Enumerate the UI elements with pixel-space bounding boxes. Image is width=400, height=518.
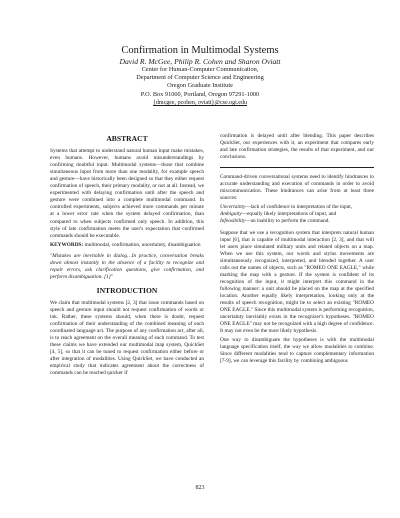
left-column	[50, 133, 204, 379]
paragraph-2: Command-driven conversational systems need to identify hindrances to accurate understanding and execution of commands in order to avoid miscommunication. These hindrances can arise from at least three sources:	[220, 174, 374, 202]
epigraph-quote: "Mistakes are inevitable in dialog…In practice, conversation breaks down almost instantly in the absence of a facility to recognize and repair errors, ask clarification questions, give confirmation, and perform disambiguation. [1]"	[50, 252, 204, 280]
paper-header	[0, 45, 400, 107]
authors: David R. McGee, Philip R. Cohen and Sharon Oviatt	[119, 57, 281, 66]
abstract-heading: ABSTRACT	[106, 134, 148, 143]
keywords	[50, 242, 204, 249]
hindrance-list	[220, 204, 374, 225]
paragraph-4: One way to disambiguate the hypotheses is with the multimodal language specification itself, the way we allow modalities to combine. Since different modalities tend to capture complementary information [7-9], we can leverage this facility by combining ambiguous	[220, 337, 374, 365]
paragraph-1: confirmation is delayed until after blending. This paper describes QuickSet, our experiences with it, an experiment that compares early and late confirmation strategies, the results of that experiment, and our conclusions.	[220, 133, 374, 161]
affiliation-2: Department of Computer Science and Engineering	[136, 74, 264, 82]
introduction-heading: INTRODUCTION	[96, 285, 158, 295]
paper-title: Confirmation in Multimodal Systems	[121, 45, 279, 56]
paragraph-3: Suppose that we use a recognition system that interprets natural human input [6], that is capable of multimodal interaction [2, 3], and that will let users place simulated military units and related objects on a map. When we use this system, our words and stylus movements are simultaneously recognized, interpreted, and blended together. A user calls out the names of objects, such as "ROMEO ONE EAGLE," while marking the map with a gesture. If the system is confident of its recognition of the input, it might interpret this command in the following manner: a unit should be placed on the map at the specified location. Another equally likely interpretation, looking only at the results of speech recognition, might be to select an existing "ROMEO ONE EAGLE." Since this multimodal system is performing recognition, uncertainty inevitably exists in the recognizer's hypotheses. "ROMEO ONE EAGLE" may not be recognized with a high degree of confidence. It may not even be the most likely hypothesis.	[220, 229, 374, 335]
abstract-text: Systems that attempt to understand natural human input make mistakes, even humans. However, humans avoid misunderstandings by confirming doubtful input. Multimodal systems—those that combine simultaneous input from more than one modality, for example speech and gesture—have historically been designed so that they either request confirmation of speech, their primary modality, or not at all. Instead, we experimented with delaying confirmation until after the speech and gesture were combined into a complete multimodal command. In controlled experiments, subjects achieved more commands per minute at a lower error rate when the system delayed confirmation, than compared to when subjects confirmed only speech. In addition, this style of late confirmation meets the user's expectation that confirmed commands should be executable.	[50, 148, 204, 239]
introduction-text: We claim that multimodal systems [2, 3] that issue commands based on speech and gesture input should not request confirmation of words or ink. Rather, these systems should, when there is doubt, request confirmation of their understanding of the combined meaning of each coordinated language act. The purpose of any confirmation act, after all, is to reach agreement on the overall meaning of each command. To test these claims we have extended our multimodal map system, QuickSet [4, 5], so that it can be tuned to request confirmation either before or after integration of modalities. Using QuickSet, we have conducted an empirical study that indicates agreement about the correctness of commands can be reached quicker if	[50, 299, 204, 377]
list-item: Infeasibility—an inability to perform the command.	[220, 218, 330, 225]
email[interactable]: {dmcgee, pcohen, oviatt}@cse.ogi.edu	[153, 99, 247, 106]
affiliation-1: Center for Human-Computer Communication,	[141, 66, 259, 73]
keywords-text: multimodal, confirmation, uncertainty, disambiguation	[84, 241, 201, 248]
right-column	[220, 133, 374, 367]
page-number: 823	[195, 485, 205, 491]
keywords-label: KEYWORDS:	[50, 241, 84, 248]
list-item: Uncertainty—lack of confidence in interpretation of the input,	[220, 204, 353, 211]
affiliation-3: Oregon Graduate Institute	[167, 82, 233, 90]
list-item: Ambiguity—equally likely interpretations of input, and	[220, 211, 337, 218]
section-rule	[220, 167, 374, 168]
address: P.O. Box 91000, Portland, Oregon 97291-1000	[140, 90, 260, 98]
